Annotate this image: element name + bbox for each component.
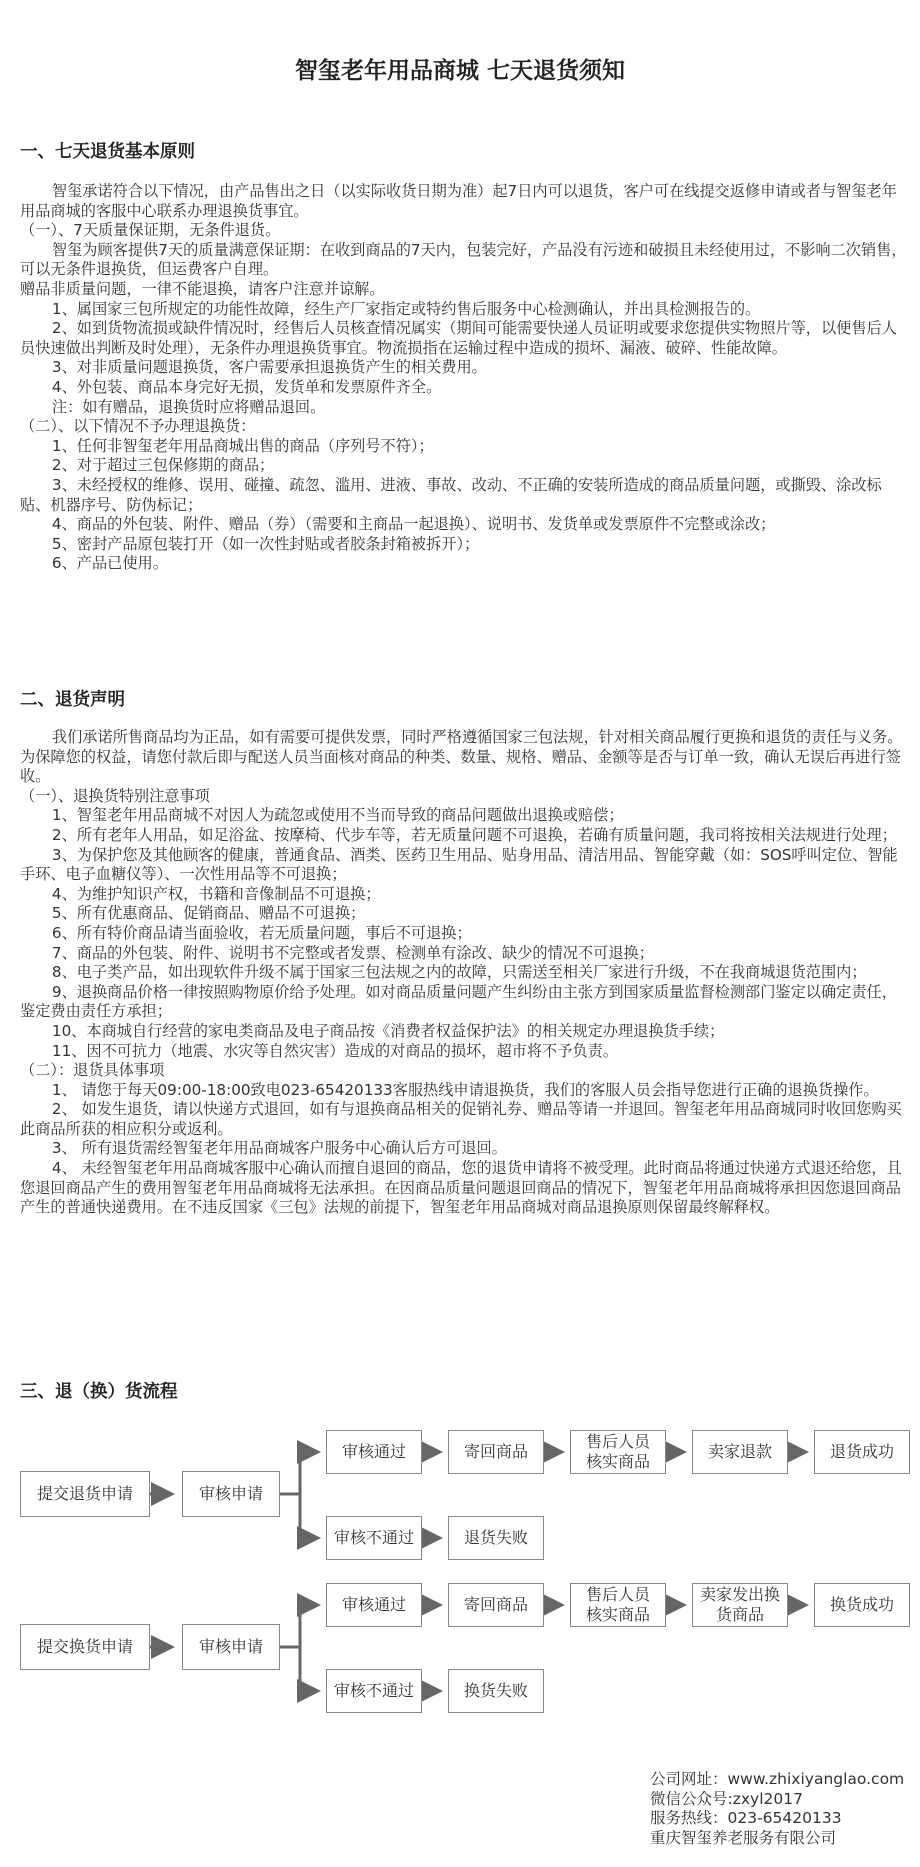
- company-hotline: 服务热线：023-65420133: [650, 1809, 842, 1827]
- exchange-fail-review-box: 审核不通过: [326, 1669, 422, 1713]
- exchange-ship-new-box: 卖家发出换货商品: [692, 1583, 788, 1627]
- paragraph-line: 1、任何非智玺老年用品商城出售的商品（序列号不符）；: [51, 436, 434, 455]
- exchange-success-box: 换货成功: [814, 1583, 910, 1627]
- paragraph-line: 智玺承诺符合以下情况，由产品售出之日（以实际收货日期为准）起7日内可以退货，客户可在线提交返修申请或者与智玺老年用品商城的客服中心联系办理退换货事宜。: [20, 182, 897, 220]
- paragraph-line: （一）、退换货特别注意事项: [20, 786, 210, 805]
- paragraph-line: 我们承诺所售商品均为正品，如有需要可提供发票，同时严格遵循国家三包法规，针对相关商品履行更换和退货的责任与义务。为保障您的权益，请您付款后即与配送人员当面核对商品的种类、数量、规格、赠品、金额等是否与订单一致，确认无误后再进行签收。: [20, 728, 903, 786]
- company-info: [650, 1770, 904, 1848]
- exchange-pass-box: 审核通过: [326, 1583, 422, 1627]
- paragraph-line: 11、因不可抗力（地震、水灾等自然灾害）造成的对商品的损坏，超市将不予负责。: [51, 1041, 618, 1060]
- return-review-box: 审核申请: [182, 1471, 280, 1517]
- return-pass-box: 审核通过: [326, 1430, 422, 1474]
- return-success-box: 退货成功: [814, 1430, 910, 1474]
- paragraph-line: 10、本商城自行经营的家电类商品及电子商品按《消费者权益保护法》的相关规定办理退换货手续；: [51, 1021, 725, 1040]
- paragraph-line: （二）、以下情况不予办理退换货：: [20, 417, 256, 436]
- paragraph-line: 2、如到货物流损或缺件情况时，经售后人员核查情况属实（期间可能需要快递人员证明或要求您提供实物照片等，以便售后人员快速做出判断及时处理），无条件办理退换货事宜。物流损指在运输过程中造成的损坏、漏液、破碎、性能故障。: [20, 319, 897, 357]
- paragraph-line: （一）、7天质量保证期，无条件退货。: [20, 221, 281, 240]
- company-website: 公司网址：www.zhixiyanglao.com: [650, 1770, 905, 1788]
- paragraph-line: 4、 未经智玺老年用品商城客服中心确认而擅自退回的商品，您的退货申请将不被受理。此时商品将通过快递方式退还给您，且您退回商品产生的费用智玺老年用品商城将无法承担。在因商品质量问题退回商品的情况下，智玺老年用品商城将承担因您退回商品产生的普通快递费用。在不违反国家《三包》法规的前提下，智玺老年用品商城对商品退换原则保留最终解释权。: [20, 1159, 902, 1217]
- paragraph-line: 4、为维护知识产权，书籍和音像制品不可退换；: [51, 884, 381, 903]
- exchange-review-box: 审核申请: [182, 1624, 280, 1670]
- paragraph-line: 1、属国家三包所规定的功能性故障，经生产厂家指定或特约售后服务中心检测确认，并出具检测报告的。: [51, 299, 761, 318]
- exchange-ship-back-box: 寄回商品: [448, 1583, 544, 1627]
- paragraph-line: 3、为保护您及其他顾客的健康，普通食品、酒类、医药卫生用品、贴身用品、清洁用品、智能穿戴（如：SOS呼叫定位、智能手环、电子血糖仪等）、一次性用品等不可退换；: [20, 845, 898, 884]
- paragraph-line: 7、商品的外包装、附件、说明书不完整或者发票、检测单有涂改、缺少的情况不可退换；: [51, 943, 654, 962]
- paragraph-line: 4、商品的外包装、附件、赠品（券）（需要和主商品一起退换）、说明书、发货单或发票原件不完整或涂改；: [51, 515, 776, 534]
- exchange-submit-box: 提交换货申请: [20, 1624, 150, 1670]
- return-submit-box: 提交退货申请: [20, 1471, 150, 1517]
- paragraph-line: 4、外包装、商品本身完好无损，发货单和发票原件齐全。: [51, 377, 442, 396]
- section3-heading: 三、退（换）货流程: [20, 1382, 178, 1402]
- paragraph-line: 5、密封产品原包装打开（如一次性封贴或者胶条封箱被拆开）；: [51, 534, 480, 553]
- paragraph-line: （二）：退货具体事项: [20, 1061, 165, 1080]
- page-title: 智玺老年用品商城 七天退货须知: [294, 58, 625, 84]
- paragraph-line: 6、所有特价商品请当面验收，若无质量问题，事后不可退换；: [51, 923, 472, 942]
- paragraph-line: 2、 如发生退货，请以快递方式退回，如有与退换商品相关的促销礼券、赠品等请一并退回。智玺老年用品商城同时收回您购买此商品所获的相应积分或返利。: [20, 1100, 902, 1138]
- section1-heading: 一、七天退货基本原则: [20, 142, 195, 162]
- paragraph-line: 2、对于超过三包保修期的商品；: [51, 456, 275, 475]
- return-fail-box: 退货失败: [448, 1516, 544, 1560]
- paragraph-line: 1、智玺老年用品商城不对因人为疏忽或使用不当而导致的商品问题做出退换或赔偿；: [51, 806, 624, 825]
- paragraph-line: 注：如有赠品，退换货时应将赠品退回。: [51, 397, 326, 416]
- company-name: 重庆智玺养老服务有限公司: [650, 1828, 837, 1847]
- company-wechat: 微信公众号:zxyl2017: [650, 1789, 803, 1808]
- paragraph-line: 3、对非质量问题退换货，客户需要承担退换货产生的相关费用。: [51, 358, 487, 377]
- paragraph-line: 2、所有老年人用品，如足浴盆、按摩椅、代步车等，若无质量问题不可退换，若确有质量问题，我司将按相关法规进行处理；: [51, 825, 897, 844]
- return-refund-box: 卖家退款: [692, 1430, 788, 1474]
- paragraph-line: 智玺为顾客提供7天的质量满意保证期：在收到商品的7天内，包装完好，产品没有污迹和破损且未经使用过，不影响二次销售，可以无条件退换货，但运费客户自理。: [20, 240, 907, 279]
- exchange-fail-box: 换货失败: [448, 1669, 544, 1713]
- return-fail-review-box: 审核不通过: [326, 1516, 422, 1560]
- paragraph-line: 9、退换商品价格一律按照购物原价给予处理。如对商品质量问题产生纠纷由主张方到国家质量监督检测部门鉴定以确定责任，鉴定费由责任方承担；: [20, 982, 897, 1021]
- paragraph-line: 5、所有优惠商品、促销商品、赠品不可退换；: [51, 904, 366, 923]
- paragraph-line: 3、未经授权的维修、误用、碰撞、疏忽、滥用、进液、事故、改动、不正确的安装所造成的商品质量问题，或撕毁、涂改标贴、机器序号、防伪标记；: [20, 475, 882, 514]
- paragraph-line: 1、 请您于每天09:00-18:00致电023-65420133客服热线申请退换货，我们的客服人员会指导您进行正确的退换货操作。: [51, 1080, 879, 1099]
- section2-heading: 二、退货声明: [20, 690, 125, 710]
- return-verify-box: 售后人员核实商品: [570, 1430, 666, 1474]
- paragraph-line: 赠品非质量问题，一律不能退换，请客户注意并谅解。: [20, 279, 385, 298]
- exchange-verify-box: 售后人员核实商品: [570, 1583, 666, 1627]
- paragraph-line: 6、产品已使用。: [51, 554, 168, 573]
- return-ship-back-box: 寄回商品: [448, 1430, 544, 1474]
- paragraph-line: 3、 所有退货需经智玺老年用品商城客户服务中心确认后方可退回。: [51, 1139, 507, 1158]
- paragraph-line: 8、电子类产品，如出现软件升级不属于国家三包法规之内的故障，只需送至相关厂家进行升级，不在我商城退货范围内；: [51, 963, 867, 982]
